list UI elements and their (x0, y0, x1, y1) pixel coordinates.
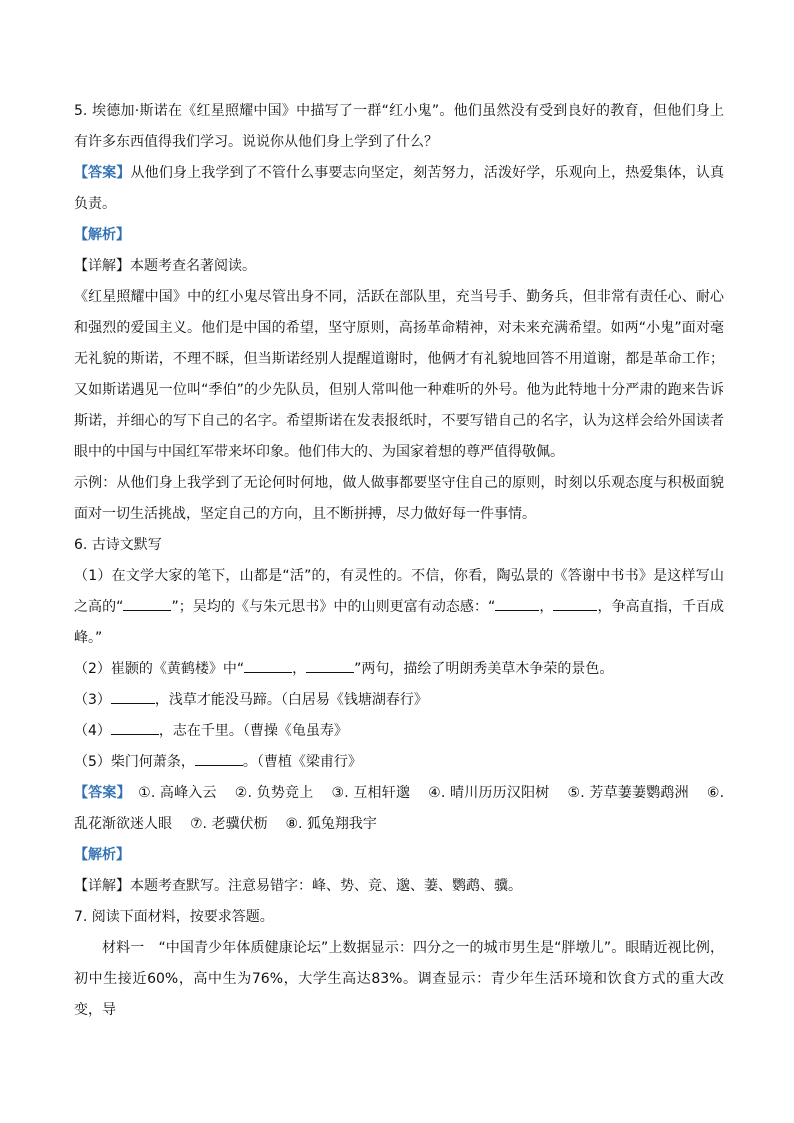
q5-detail-text: 本题考查名著阅读。 (130, 258, 256, 274)
q6-answer-item: ③. 互相轩邈 (331, 785, 411, 801)
document-content (74, 96, 724, 1026)
q6-item-1-text-a: （1）在文学大家的笔下，山都是“活”的，有灵性的。不信，你看，陶弘景的《答谢中书书》是这样写山之高的“ (74, 568, 724, 615)
q5-analysis-paragraph: 《红星照耀中国》中的红小鬼尽管出身不同，活跃在部队里，充当号手、勤务兵，但非常有责任心、耐心和强烈的爱国主义。他们是中国的希望，坚守原则，高扬革命精神，对未来充满希望。如两“小鬼”面对毫无礼貌的斯诺，不理不睬，但当斯诺经别人提醒道谢时，他俩才有礼貌地回答不用道谢，都是革命工作；又如斯诺遇见一位叫“季伯”的少先队员，但别人常叫他一种难听的外号。他为此特地十分严肃的跑来告诉斯诺，并细心的写下自己的名字。希望斯诺在发表报纸时，不要写错自己的名字，认为这样会给外国读者眼中的中国与中国红军带来坏印象。他们伟大的、为国家着想的尊严值得敬佩。 (74, 289, 724, 460)
q6-item-5-text-b: 。（曹植《梁甫行》 (242, 754, 362, 770)
q6-item-4 (74, 716, 724, 747)
q6-answer-item: ⑤. 芳草萋萋鹦鹉洲 (567, 785, 689, 801)
analysis-tag: 【解析】 (74, 227, 130, 243)
q6-item-1-text-c: ， (539, 599, 554, 615)
q5-example: 示例：从他们身上我学到了无论何时何地，做人做事都要坚守住自己的原则，时刻以乐观态度与积极面貌面对一切生活挑战，坚定自己的方向，且不断拼搏，尽力做好每一件事情。 (74, 475, 724, 522)
q5-answer-text: 从他们身上我学到了不管什么事要志向坚定，刻苦努力，活泼好学，乐观向上，热爱集体，认真负责。 (74, 165, 725, 212)
q6-item-2-text-a: （2）崔颢的《黄鹤楼》中“ (74, 661, 245, 677)
fill-blank[interactable] (244, 658, 292, 673)
q6-answer-item: ⑧. 狐兔翔我宇 (285, 816, 377, 832)
q7-title: 7. 阅读下面材料，按要求答题。 (74, 909, 274, 925)
q6-answer (74, 778, 724, 840)
answer-tag: 【答案】 (74, 785, 124, 801)
fill-blank[interactable] (123, 596, 171, 611)
fill-blank[interactable] (495, 596, 539, 611)
q6-item-4-text-b: ，志在千里。（曹操《龟虽寿》 (158, 723, 348, 739)
q6-item-5 (74, 747, 724, 778)
q5-question: 5. 埃德加·斯诺在《红星照耀中国》中描写了一群“红小鬼”。他们虽然没有受到良好的教育，但他们身上有许多东西值得我们学习。说说你从他们身上学到了什么？ (74, 103, 724, 150)
q6-analysis (74, 840, 724, 871)
fill-blank[interactable] (553, 596, 597, 611)
fill-blank[interactable] (111, 720, 159, 735)
detail-tag: 【详解】 (74, 878, 130, 894)
q6-answer-item: ⑥. 乱花渐欲迷人眼 (74, 785, 725, 832)
q7-material: 材料一 “中国青少年体质健康论坛”上数据显示：四分之一的城市男生是“胖墩儿”。眼睛近视比例，初中生接近60%，高中生为76%，大学生高达83%。调查显示：青少年生活环境和饮食方式的重大改变，导 (74, 940, 724, 1018)
q6-item-3-text-a: （3） (74, 692, 111, 708)
detail-tag: 【详解】 (74, 258, 130, 274)
q6-item-1 (74, 561, 724, 654)
q6-item-4-text-a: （4） (74, 723, 111, 739)
q6-title: 6. 古诗文默写 (74, 537, 162, 553)
analysis-tag: 【解析】 (74, 847, 130, 863)
q6-detail (74, 871, 724, 902)
q6-item-2 (74, 654, 724, 685)
q6-detail-text: 本题考查默写。注意易错字：峰、势、竞、邈、萋、鹦鹉、骥。 (130, 878, 522, 894)
q6-item-1-text-b: ”；吴均的《与朱元思书》中的山则更富有动态感：“ (171, 599, 496, 615)
q6-answer-item: ②. 负势竞上 (234, 785, 314, 801)
q5-detail (74, 251, 724, 282)
q6-item-2-text-b: ， (292, 661, 307, 677)
q6-answer-item: ①. 高峰入云 (138, 785, 217, 801)
q6-item-1-text-d: ，争高直指，千百成峰。” (74, 599, 725, 646)
q6-answer-item: ⑦. 老骥伏枥 (190, 816, 268, 832)
q6-item-3 (74, 685, 724, 716)
q6-answer-item: ④. 晴川历历汉阳树 (428, 785, 550, 801)
answer-tag: 【答案】 (74, 165, 131, 181)
q6-item-3-text-b: ，浅草才能没马蹄。（白居易《钱塘湖春行》 (154, 692, 428, 708)
q5-answer (74, 158, 724, 220)
q6-item-2-text-c: ”两句，描绘了明朗秀美草木争荣的景色。 (354, 661, 614, 677)
fill-blank[interactable] (195, 751, 243, 766)
fill-blank[interactable] (111, 689, 155, 704)
fill-blank[interactable] (306, 658, 354, 673)
q5-analysis (74, 220, 724, 251)
q6-item-5-text-a: （5）柴门何萧条， (74, 754, 195, 770)
